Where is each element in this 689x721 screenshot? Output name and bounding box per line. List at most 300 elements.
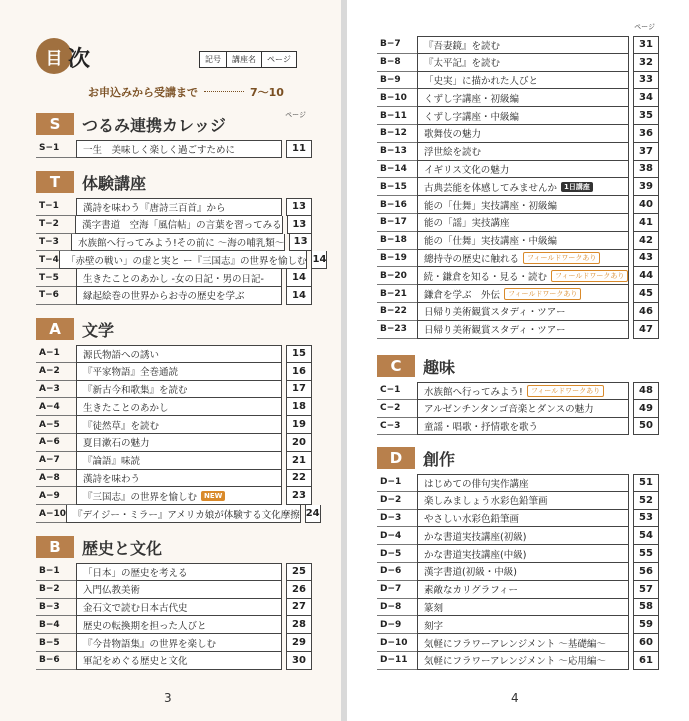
course-title-cell (71, 234, 285, 252)
section-header (377, 446, 659, 470)
section-letter-badge: S (36, 113, 74, 135)
course-title-cell (75, 216, 283, 234)
course-title: 『今昔物語集』の世界を楽しむ (83, 638, 217, 650)
course-code: T−5 (36, 269, 76, 287)
course-code: A−4 (36, 398, 76, 416)
course-page: 13 (287, 216, 312, 234)
page-number-left: 3 (164, 691, 172, 705)
course-title: 能の「仕舞」実技講座・中級編 (424, 236, 558, 248)
course-title: 素敵なカリグラフィー (424, 585, 519, 597)
course-row[interactable] (377, 161, 659, 179)
course-code: C−3 (377, 418, 417, 436)
course-code: A−6 (36, 434, 76, 452)
section-header (36, 317, 312, 341)
course-code: A−1 (36, 345, 76, 363)
course-title: 楽しみましょう水彩色鉛筆画 (424, 496, 548, 508)
section-s (36, 112, 312, 158)
course-title: くずし字講座・初級編 (424, 93, 520, 105)
course-title-cell (417, 382, 629, 400)
section-title: 創作 (423, 449, 456, 469)
course-title-cell (417, 545, 629, 563)
course-row[interactable] (377, 196, 659, 214)
course-row[interactable] (377, 563, 659, 581)
one-day-tag: 1日講座 (561, 182, 593, 192)
right-page (347, 0, 689, 721)
course-title-cell (76, 634, 282, 652)
course-row[interactable] (377, 527, 659, 545)
course-title-cell (417, 321, 629, 339)
course-code: A−9 (36, 487, 76, 505)
course-row[interactable] (377, 616, 659, 634)
course-code: D−5 (377, 545, 417, 563)
course-code: T−1 (36, 198, 76, 216)
course-row[interactable] (36, 563, 312, 581)
course-title: 「史実」に描かれた人びと (424, 75, 539, 87)
course-code: B−4 (36, 616, 76, 634)
apply-guide (88, 84, 284, 100)
legend-page: ページ (262, 52, 296, 67)
fieldwork-tag: フィールドワークあり (523, 252, 600, 264)
course-code: B−15 (377, 178, 417, 196)
course-code: B−12 (377, 125, 417, 143)
course-page: 46 (633, 303, 659, 321)
new-tag: NEW (201, 491, 225, 501)
course-title-cell (417, 72, 629, 90)
course-code: B−5 (36, 634, 76, 652)
course-title: 軍記をめぐる歴史と文化 (83, 656, 188, 668)
course-title: 能の「仕舞」実技講座・初級編 (424, 200, 558, 212)
course-row[interactable] (36, 269, 312, 287)
course-title: 『吾妻鏡』を読む (424, 40, 501, 52)
course-page: 60 (633, 634, 659, 652)
course-row[interactable] (377, 321, 659, 339)
course-row[interactable] (36, 452, 312, 470)
course-code: B−16 (377, 196, 417, 214)
course-row[interactable] (377, 581, 659, 599)
section-header (36, 112, 312, 136)
course-title: 『デイジー・ミラー』アメリカ娘が体験する文化摩擦 (73, 509, 300, 521)
course-row[interactable] (377, 232, 659, 250)
course-code: C−2 (377, 400, 417, 418)
course-code: B−10 (377, 89, 417, 107)
course-code: B−9 (377, 72, 417, 90)
course-title: 童謡・唱歌・抒情歌を歌う (424, 421, 539, 433)
section-title: つるみ連携カレッジ (82, 115, 226, 135)
course-title: 能の「謡」実技講座 (424, 218, 510, 230)
course-title: かな書道実技講座(初級) (424, 531, 527, 543)
course-table (377, 36, 659, 339)
course-code: D−1 (377, 474, 417, 492)
course-row[interactable] (377, 510, 659, 528)
course-title-cell (76, 416, 282, 434)
course-row[interactable] (36, 616, 312, 634)
course-row[interactable] (377, 545, 659, 563)
course-title: 刻字 (424, 620, 444, 632)
course-page: 29 (286, 634, 312, 652)
course-row[interactable] (36, 487, 312, 505)
course-page: 52 (633, 492, 659, 510)
course-title-cell (417, 652, 629, 670)
course-row[interactable] (377, 652, 659, 670)
course-title: 生きたことのあかし -女の日記・男の日記- (83, 273, 264, 285)
course-title: かな書道実技講座(中級) (424, 549, 527, 561)
course-title-cell (76, 563, 282, 581)
course-code: T−3 (36, 234, 71, 252)
course-code: D−2 (377, 492, 417, 510)
course-title-cell (76, 287, 282, 305)
course-title-cell (417, 527, 629, 545)
course-title-cell (417, 599, 629, 617)
legend-course: 講座名 (227, 52, 262, 67)
course-code: D−8 (377, 599, 417, 617)
course-code: A−5 (36, 416, 76, 434)
course-title-cell (76, 599, 282, 617)
course-row[interactable] (377, 214, 659, 232)
course-code: B−11 (377, 107, 417, 125)
course-title-cell (417, 418, 629, 436)
course-code: D−10 (377, 634, 417, 652)
page-number-right: 4 (511, 691, 519, 705)
course-row[interactable] (36, 416, 312, 434)
course-title-cell (417, 267, 630, 285)
course-code: S−1 (36, 140, 76, 158)
course-title-cell (76, 398, 282, 416)
course-code: B−18 (377, 232, 417, 250)
course-title: 「日本」の歴史を考える (83, 567, 188, 579)
course-title-cell (76, 470, 282, 488)
course-code: B−21 (377, 285, 417, 303)
course-row[interactable] (36, 470, 312, 488)
course-title: 古典芸能を体感してみませんか (424, 182, 558, 194)
course-title-cell (417, 196, 629, 214)
section-title: 体験講座 (82, 173, 147, 193)
course-title: はじめての俳句実作講座 (424, 478, 529, 490)
course-row[interactable] (377, 400, 659, 418)
page-column-label: ページ (285, 111, 306, 119)
course-page: 45 (633, 285, 659, 303)
course-row[interactable] (377, 36, 659, 54)
course-row[interactable] (377, 634, 659, 652)
course-page: 11 (286, 140, 312, 158)
course-title-cell (76, 345, 282, 363)
course-code: A−3 (36, 381, 76, 399)
course-title-cell (417, 178, 629, 196)
course-row[interactable] (377, 125, 659, 143)
course-code: B−8 (377, 54, 417, 72)
course-title-cell (417, 285, 629, 303)
section-letter-badge: A (36, 318, 74, 340)
course-code: B−2 (36, 581, 76, 599)
course-page: 27 (286, 599, 312, 617)
course-title: 『論語』味読 (83, 456, 141, 468)
course-title-cell (417, 36, 629, 54)
course-table (36, 345, 320, 523)
course-title: 日帰り美術観賞スタディ・ツアー (424, 307, 566, 319)
section-header (377, 354, 659, 378)
course-title-cell (66, 505, 301, 523)
course-title: 夏目漱石の魅力 (83, 438, 150, 450)
legend-code: 記号 (200, 52, 227, 67)
course-row[interactable] (36, 581, 312, 599)
course-page: 21 (286, 452, 312, 470)
course-title: 日帰り美術観賞スタディ・ツアー (424, 325, 566, 337)
course-page: 20 (286, 434, 312, 452)
course-code: B−17 (377, 214, 417, 232)
course-page: 13 (286, 198, 312, 216)
course-row[interactable] (377, 418, 659, 436)
course-title-cell (76, 198, 282, 216)
toc-title-rest: 次 (68, 47, 91, 72)
course-code: B−20 (377, 267, 417, 285)
course-code: A−8 (36, 470, 76, 488)
course-title: 歌舞伎の魅力 (424, 129, 482, 141)
course-code: C−1 (377, 382, 417, 400)
section-letter-badge: B (36, 536, 74, 558)
course-row[interactable] (377, 72, 659, 90)
apply-leader-dots (204, 91, 244, 92)
course-page: 47 (633, 321, 659, 339)
course-title: 気軽にフラワーアレンジメント ～応用編～ (424, 656, 606, 668)
course-title-cell (417, 616, 629, 634)
course-code: D−3 (377, 510, 417, 528)
course-page: 15 (286, 345, 312, 363)
course-page: 61 (633, 652, 659, 670)
course-title: 『新古今和歌集』を読む (83, 384, 188, 396)
course-title-cell (76, 581, 282, 599)
course-row[interactable] (377, 599, 659, 617)
course-code: A−7 (36, 452, 76, 470)
section-header (36, 535, 312, 559)
course-title: 『徒然草』を読む (83, 420, 160, 432)
course-title-cell (417, 563, 629, 581)
course-row[interactable] (377, 89, 659, 107)
course-page: 22 (286, 470, 312, 488)
course-page: 35 (633, 107, 659, 125)
course-title-cell (417, 107, 629, 125)
course-title-cell (417, 581, 629, 599)
course-title: 縁起絵巻の世界からお寺の歴史を学ぶ (83, 291, 245, 303)
course-page: 17 (286, 381, 312, 399)
course-row[interactable] (36, 652, 312, 670)
course-title-cell (417, 89, 629, 107)
course-code: B−7 (377, 36, 417, 54)
apply-label: お申込みから受講まで (88, 86, 198, 99)
column-legend (199, 51, 297, 68)
course-page: 33 (633, 72, 659, 90)
course-page: 32 (633, 54, 659, 72)
course-code: D−7 (377, 581, 417, 599)
course-title-cell (76, 363, 282, 381)
course-title: 漢字書道(初級・中級) (424, 567, 517, 579)
course-table (36, 198, 327, 305)
course-row[interactable] (377, 178, 659, 196)
course-title: くずし字講座・中級編 (424, 111, 520, 123)
course-row[interactable] (36, 140, 312, 158)
course-code: B−6 (36, 652, 76, 670)
course-title-cell (76, 616, 282, 634)
course-title-cell (417, 510, 629, 528)
course-page: 55 (633, 545, 659, 563)
course-title-cell (417, 303, 629, 321)
course-row[interactable] (36, 505, 320, 523)
course-row[interactable] (36, 345, 312, 363)
course-page: 30 (286, 652, 312, 670)
toc-title-circle: 目 (36, 38, 72, 74)
course-title: 入門仏教美術 (83, 585, 141, 597)
course-row[interactable] (377, 285, 659, 303)
course-row[interactable] (36, 363, 312, 381)
fieldwork-tag: フィールドワークあり (527, 385, 604, 397)
course-code: D−4 (377, 527, 417, 545)
section-c (377, 354, 659, 435)
course-title-cell (417, 232, 629, 250)
course-title: アルゼンチンタンゴ音楽とダンスの魅力 (424, 404, 594, 416)
course-title-cell (59, 251, 308, 269)
course-page: 14 (286, 287, 312, 305)
course-page: 41 (633, 214, 659, 232)
course-code: T−2 (36, 216, 75, 234)
course-page: 44 (633, 267, 659, 285)
course-title: 漢字書道 空海「風信帖」の言葉を習ってみる (82, 220, 282, 232)
course-page: 23 (286, 487, 312, 505)
course-row[interactable] (36, 198, 312, 216)
course-title: イギリス文化の魅力 (424, 164, 510, 176)
course-page: 56 (633, 563, 659, 581)
course-row[interactable] (377, 303, 659, 321)
course-page: 38 (633, 161, 659, 179)
course-title: 總持寺の歴史に触れる (424, 253, 520, 265)
course-title: 漢詩を味わう (83, 473, 141, 485)
course-title: 「赤壁の戦い」の虚と実と ー『三国志』の世界を愉しむ (65, 255, 307, 267)
course-title-cell (76, 487, 282, 505)
course-title-cell (76, 269, 282, 287)
course-title: 浮世絵を読む (424, 147, 482, 159)
course-page: 19 (286, 416, 312, 434)
course-page: 16 (286, 363, 312, 381)
course-title-cell (417, 54, 629, 72)
course-code: B−14 (377, 161, 417, 179)
course-row[interactable] (377, 382, 659, 400)
course-row[interactable] (377, 54, 659, 72)
section-b-continued (377, 32, 659, 339)
course-row[interactable] (36, 398, 312, 416)
course-page: 14 (286, 269, 312, 287)
course-table (36, 140, 312, 158)
course-row[interactable] (36, 251, 327, 269)
course-code: D−11 (377, 652, 417, 670)
course-page: 18 (286, 398, 312, 416)
course-code: B−19 (377, 250, 417, 268)
course-code: B−3 (36, 599, 76, 617)
course-page: 28 (286, 616, 312, 634)
course-row[interactable] (377, 492, 659, 510)
course-row[interactable] (36, 599, 312, 617)
section-title: 文学 (82, 320, 115, 340)
course-code: B−1 (36, 563, 76, 581)
course-code: D−6 (377, 563, 417, 581)
course-title: 漢詩を味わう『唐詩三百首』から (83, 202, 226, 214)
course-title-cell (417, 125, 629, 143)
course-table (377, 474, 659, 670)
course-page: 53 (633, 510, 659, 528)
course-title: 『三国志』の世界を愉しむ (83, 491, 198, 503)
course-title: 水族館へ行ってみよう! (424, 386, 523, 398)
course-title-cell (76, 140, 282, 158)
course-row[interactable] (377, 474, 659, 492)
course-title: 歴史の転換期を担った人びと (83, 620, 207, 632)
course-page: 43 (633, 250, 659, 268)
course-title-cell (417, 214, 629, 232)
course-code: T−4 (36, 251, 59, 269)
course-title-cell (76, 452, 282, 470)
course-title-cell (417, 634, 629, 652)
course-title: 源氏物語への誘い (83, 349, 160, 361)
course-code: D−9 (377, 616, 417, 634)
course-title: 一生 美味しく楽しく過ごすために (83, 144, 236, 156)
course-row[interactable] (377, 107, 659, 125)
course-title: 鎌倉を学ぶ 外伝 (424, 289, 501, 301)
course-title-cell (76, 381, 282, 399)
page-column-label: ページ (634, 23, 655, 31)
course-page: 31 (633, 36, 659, 54)
course-row[interactable] (36, 434, 312, 452)
apply-pages: 7〜10 (250, 86, 284, 99)
course-code: A−2 (36, 363, 76, 381)
course-page: 13 (289, 234, 312, 252)
course-row[interactable] (377, 250, 659, 268)
course-row[interactable] (36, 234, 312, 252)
section-d (377, 446, 659, 670)
course-page: 51 (633, 474, 659, 492)
course-code: T−6 (36, 287, 76, 305)
course-row[interactable] (377, 267, 659, 285)
course-page: 42 (633, 232, 659, 250)
course-title: 金石文で読む日本古代史 (83, 602, 188, 614)
course-code: B−23 (377, 321, 417, 339)
course-page: 57 (633, 581, 659, 599)
course-page: 50 (633, 418, 659, 436)
course-page: 25 (286, 563, 312, 581)
course-row[interactable] (36, 216, 312, 234)
course-title-cell (417, 143, 629, 161)
course-table (377, 382, 659, 435)
course-page: 37 (633, 143, 659, 161)
section-b (36, 535, 312, 670)
course-row[interactable] (36, 381, 312, 399)
course-page: 58 (633, 599, 659, 617)
course-title-cell (76, 652, 282, 670)
fieldwork-tag: フィールドワークあり (504, 288, 581, 300)
course-title: 生きたことのあかし (83, 402, 169, 414)
section-header (36, 170, 312, 194)
course-row[interactable] (36, 634, 312, 652)
section-title: 趣味 (423, 357, 456, 377)
course-row[interactable] (36, 287, 312, 305)
course-page: 40 (633, 196, 659, 214)
course-title: 『太平記』を読む (424, 58, 501, 70)
section-title: 歴史と文化 (82, 538, 163, 558)
section-a (36, 317, 320, 523)
course-code: B−13 (377, 143, 417, 161)
course-row[interactable] (377, 143, 659, 161)
section-letter-badge: C (377, 355, 415, 377)
course-title: 『平家物語』全巻通読 (83, 367, 179, 379)
course-page: 39 (633, 178, 659, 196)
course-page: 26 (286, 581, 312, 599)
course-title-cell (417, 492, 629, 510)
course-title: やさしい水彩色鉛筆画 (424, 513, 520, 525)
course-title-cell (417, 400, 629, 418)
